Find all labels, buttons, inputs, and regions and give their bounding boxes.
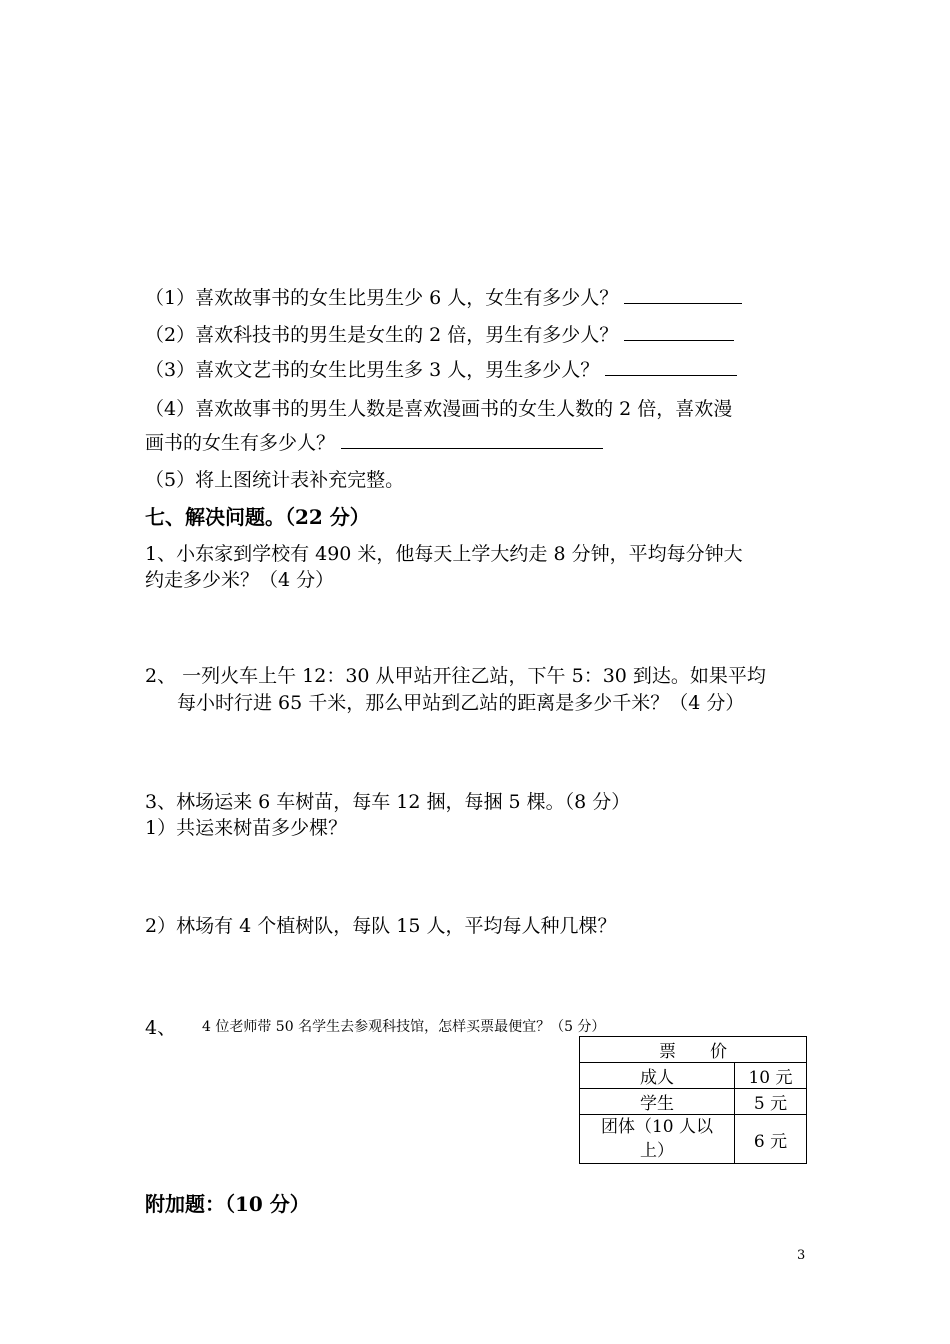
question-6-1 (145, 283, 742, 312)
problem-3-sub1: 1）共运来树苗多少棵？ (145, 817, 348, 839)
answer-blank[interactable] (341, 428, 603, 449)
problem-4-number: 4、 (145, 1017, 177, 1039)
problem-1-line1: 1、小东家到学校有 490 米，他每天上学大约走 8 分钟，平均每分钟大 (145, 543, 743, 565)
price-table-row (580, 1115, 807, 1164)
ticket-price: 6 元 (735, 1115, 807, 1164)
price-table-header-row (580, 1037, 807, 1063)
question-text: 画书的女生有多少人？ (145, 432, 336, 454)
price-table-row (580, 1063, 807, 1089)
problem-3-line1: 3、林场运来 6 车树苗，每车 12 捆，每捆 5 棵。（8 分） (145, 791, 631, 813)
problem-2-line1: 2、 一列火车上午 12：30 从甲站开往乙站，下午 5：30 到达。如果平均 (145, 665, 766, 687)
question-text: （3）喜欢文艺书的女生比男生多 3 人，男生多少人？ (145, 359, 600, 381)
question-6-2 (145, 320, 734, 349)
ticket-price: 10 元 (735, 1063, 807, 1089)
price-table-row (580, 1089, 807, 1115)
question-6-4 (145, 395, 732, 423)
section-7-title: 七、解决问题。（22 分） (145, 505, 370, 529)
problem-1-line2: 约走多少米？（4 分） (145, 569, 335, 591)
answer-blank[interactable] (624, 283, 742, 304)
ticket-type: 团体（10 人以上） (580, 1115, 735, 1164)
price-table-header: 票 价 (580, 1037, 807, 1063)
problem-2-line2: 每小时行进 65 千米，那么甲站到乙站的距离是多少千米？（4 分） (177, 692, 745, 714)
ticket-type: 学生 (580, 1089, 735, 1115)
answer-blank[interactable] (624, 320, 734, 341)
question-text: （5）将上图统计表补充完整。 (145, 469, 405, 491)
problem-4-text: 4 位老师带 50 名学生去参观科技馆，怎样买票最便宜？（5 分） (202, 1019, 606, 1035)
question-text: （1）喜欢故事书的女生比男生少 6 人，女生有多少人？ (145, 287, 619, 309)
page-number: 3 (797, 1248, 806, 1263)
question-6-4-cont (145, 428, 603, 457)
ticket-type: 成人 (580, 1063, 735, 1089)
question-6-3 (145, 355, 737, 384)
problem-3-sub2: 2）林场有 4 个植树队，每队 15 人，平均每人种几棵？ (145, 915, 617, 937)
extra-section-title: 附加题：（10 分） (145, 1192, 310, 1216)
question-6-5 (145, 466, 404, 494)
question-text: （2）喜欢科技书的男生是女生的 2 倍，男生有多少人？ (145, 324, 619, 346)
ticket-price: 5 元 (735, 1089, 807, 1115)
question-text: （4）喜欢故事书的男生人数是喜欢漫画书的女生人数的 2 倍，喜欢漫 (145, 398, 733, 420)
price-table (579, 1036, 807, 1164)
answer-blank[interactable] (605, 355, 737, 376)
